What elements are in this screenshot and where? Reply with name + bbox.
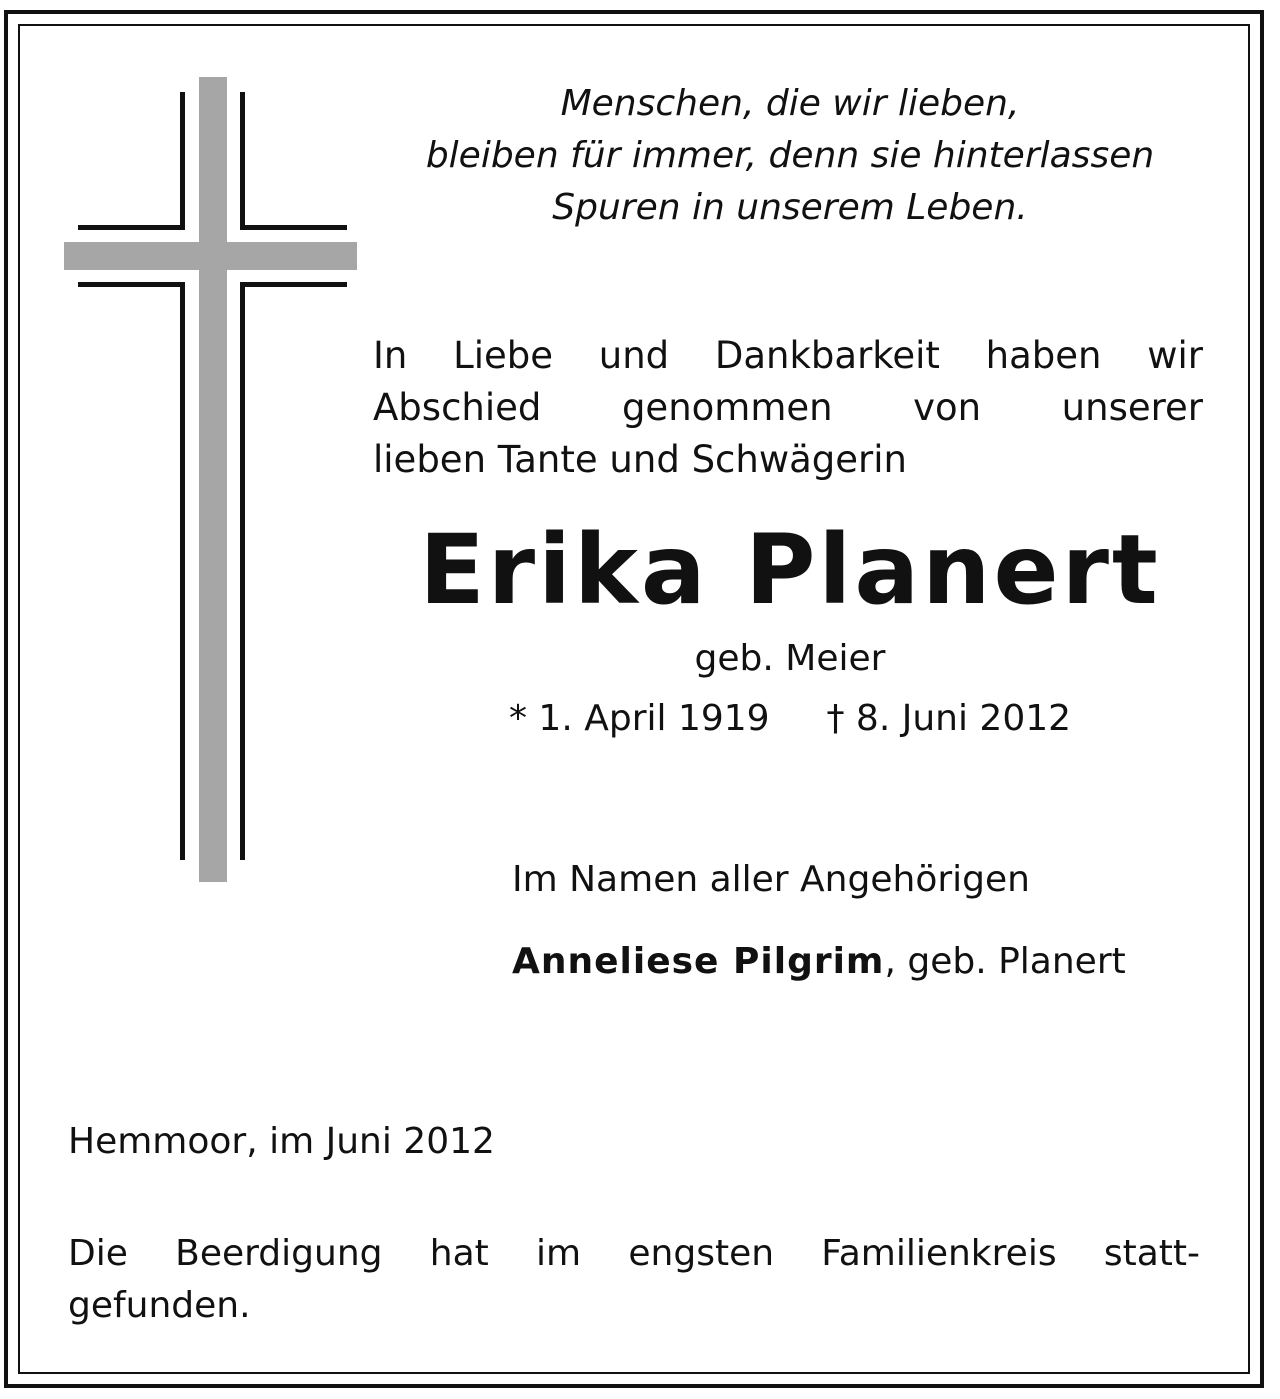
cross-outline xyxy=(180,92,185,230)
cross-horizontal-bar xyxy=(64,242,357,270)
cross-outline xyxy=(240,282,347,287)
death-date: 8. Juni 2012 xyxy=(855,698,1072,739)
memorial-quote xyxy=(370,78,1210,234)
burial-line: gefunden. xyxy=(68,1285,251,1326)
quote-line: Spuren in unserem Leben. xyxy=(552,187,1028,228)
cross-outline xyxy=(240,225,347,230)
signer-suffix: , geb. Planert xyxy=(884,941,1126,982)
intro-line: In Liebe und Dankbarkeit haben wir xyxy=(373,334,1203,377)
intro-line: Abschied genommen von unserer xyxy=(373,386,1203,429)
quote-line: Menschen, die wir lieben, xyxy=(560,83,1020,124)
birth-date: 1. April 1919 xyxy=(538,698,770,739)
cross-outline xyxy=(240,282,245,860)
burial-note xyxy=(68,1228,1200,1332)
life-dates xyxy=(470,696,1110,742)
signer xyxy=(512,938,1126,986)
signer-name: Anneliese Pilgrim xyxy=(512,941,885,982)
cross-outline xyxy=(180,282,185,860)
cross-outline xyxy=(78,225,185,230)
on-behalf-line: Im Namen aller Angehörigen xyxy=(512,859,1030,900)
cross-vertical-bar xyxy=(199,77,227,882)
cross-outline xyxy=(240,92,245,230)
birth-symbol: * xyxy=(508,698,527,739)
death-symbol: † xyxy=(826,698,845,739)
cross-outline xyxy=(78,282,185,287)
burial-line: Die Beerdigung hat im engsten Familienkreis statt- xyxy=(68,1233,1200,1274)
deceased-name: Erika Planert xyxy=(419,514,1161,626)
birth-name: geb. Meier xyxy=(694,638,886,679)
intro-line: lieben Tante und Schwägerin xyxy=(373,438,907,481)
place-date: Hemmoor, im Juni 2012 xyxy=(68,1121,495,1162)
quote-line: bleiben für immer, denn sie hinterlassen xyxy=(425,135,1155,176)
intro-text xyxy=(373,330,1203,486)
